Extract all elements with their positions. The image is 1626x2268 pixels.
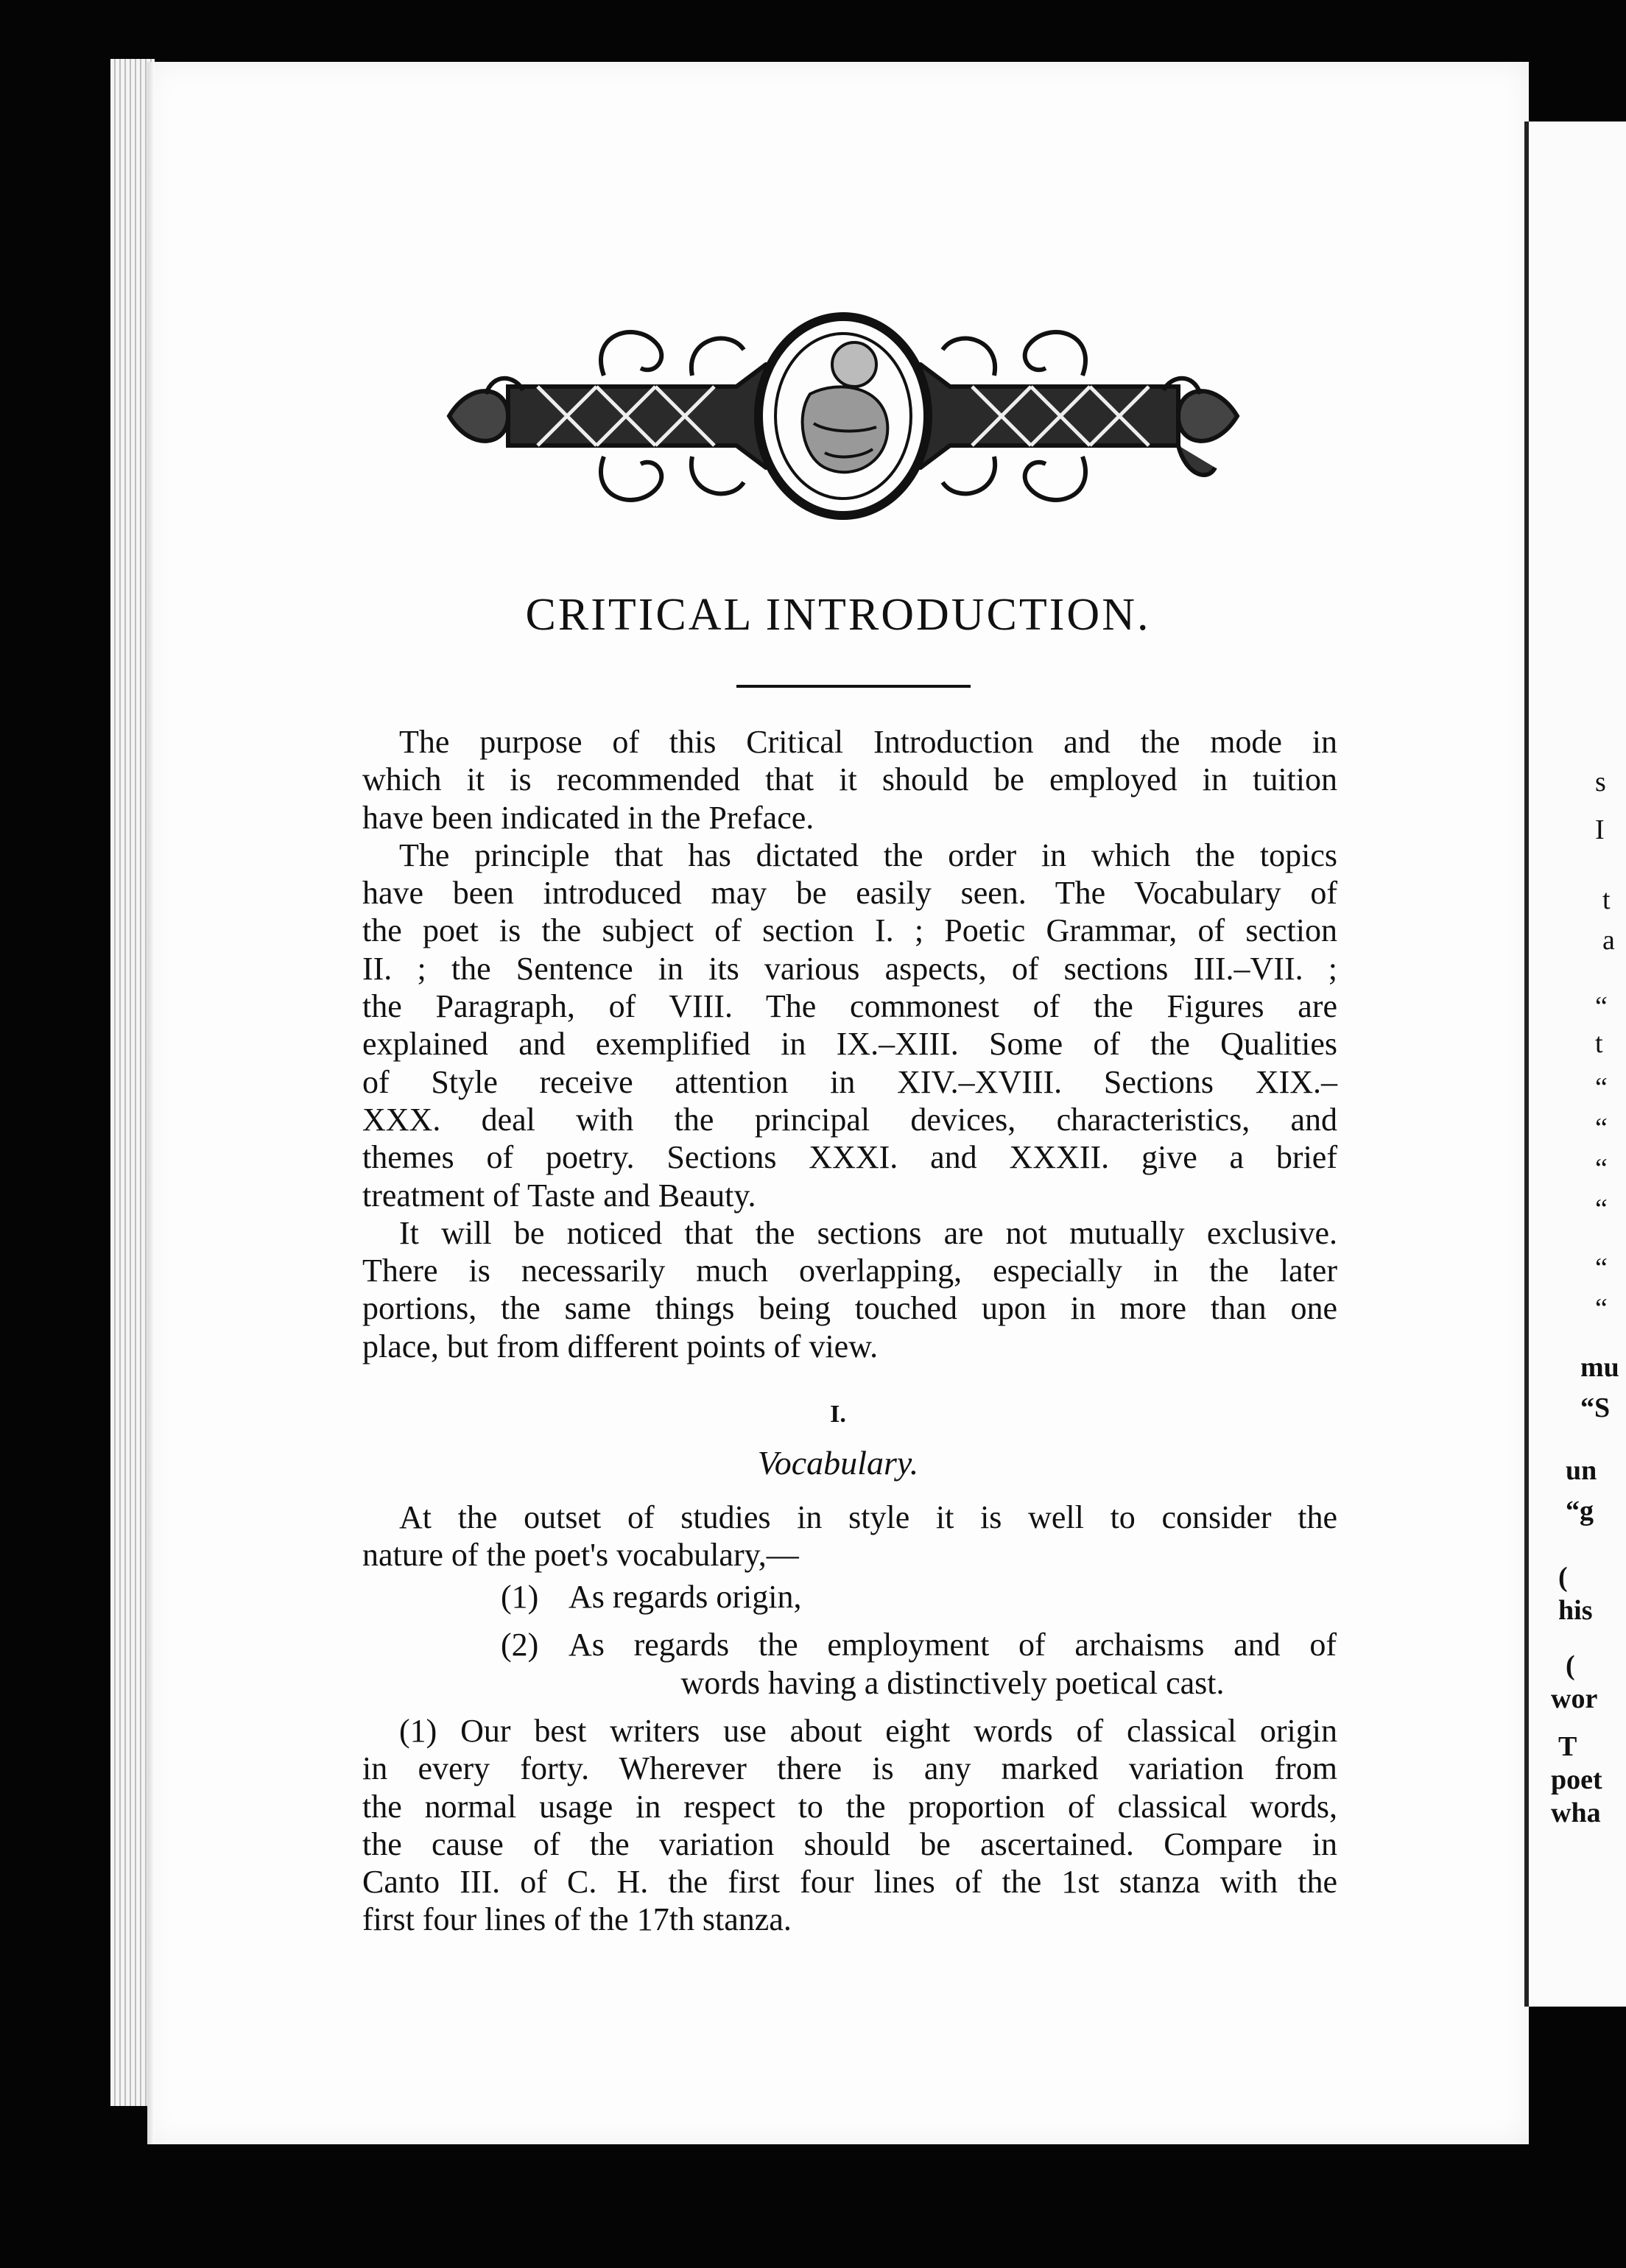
intro-paragraph <box>362 1214 1337 1365</box>
list-item-text: As regards origin, <box>569 1579 802 1615</box>
intro-paragraph <box>362 723 1337 837</box>
text-line: themes of poetry. Sections XXXI. and XXXII. give a brief <box>362 1139 1337 1176</box>
facing-page <box>1524 122 1626 2007</box>
text-line: place, but from different points of view. <box>362 1328 879 1364</box>
text-line: nature of the poet's vocabulary,— <box>362 1537 799 1574</box>
facing-page-fragment: “ <box>1595 1072 1608 1103</box>
facing-page-fragment: poet <box>1551 1764 1602 1795</box>
intro-paragraph <box>362 837 1337 1214</box>
list-item-text: As regards the employment of archaisms and of <box>569 1627 1337 1663</box>
text-line: At the outset of studies in style it is well to consider the <box>399 1499 1337 1535</box>
text-line: the poet is the subject of section I. ; Poetic Grammar, of section <box>362 912 1337 949</box>
ornamental-headpiece-icon <box>442 306 1245 526</box>
text-line: in every forty. Wherever there is any marked variation from <box>362 1750 1337 1787</box>
text-line: have been indicated in the Preface. <box>362 799 814 836</box>
list-item <box>501 1626 1337 1663</box>
text-line: which it is recommended that it should be employed in tuition <box>362 761 1337 798</box>
text-line: the Paragraph, of VIII. The commonest of the Figures are <box>362 988 1337 1025</box>
text-line: (1) Our best writers use about eight words of classical origin <box>399 1713 1337 1749</box>
facing-page-fragment: mu <box>1580 1352 1619 1383</box>
origin-list <box>501 1578 1337 1702</box>
section-number: I. <box>830 1401 846 1428</box>
facing-page-fragment: ( <box>1558 1562 1568 1593</box>
text-line: first four lines of the 17th stanza. <box>362 1901 792 1938</box>
facing-page-fragment: “ <box>1595 991 1608 1022</box>
facing-page-fragment: s <box>1595 767 1606 797</box>
facing-page-fragment: I <box>1595 814 1605 845</box>
facing-page-fragment: T <box>1558 1731 1577 1762</box>
page-gutter-shadow <box>147 62 155 2144</box>
section-intro-paragraph <box>362 1498 1337 1574</box>
text-line: The purpose of this Critical Introduction and the mode in <box>399 724 1337 760</box>
text-line: the normal usage in respect to the proportion of classical words, <box>362 1788 1337 1825</box>
facing-page-fragment: a <box>1602 925 1615 956</box>
facing-page-fragment: wha <box>1551 1797 1601 1828</box>
list-item-number: (2) <box>501 1627 539 1663</box>
facing-page-fragment: “ <box>1595 1113 1608 1144</box>
intro-text <box>362 723 1337 1365</box>
text-line: XXX. deal with the principal devices, characteristics, and <box>362 1101 1337 1138</box>
facing-page-fragment: “g <box>1566 1496 1594 1526</box>
facing-page-fragment: “ <box>1595 1293 1608 1324</box>
text-line: of Style receive attention in XIV.–XVIII. Sections XIX.– <box>362 1063 1337 1100</box>
list-item <box>501 1578 1337 1616</box>
list-item-continuation: words having a distinctively poetical cast. <box>680 1664 1225 1701</box>
facing-page-fragment: “ <box>1595 1253 1608 1283</box>
text-line: There is necessarily much overlapping, especially in the later <box>362 1253 1337 1289</box>
text-line: have been introduced may be easily seen. The Vocabulary of <box>362 875 1337 912</box>
facing-page-fragment: “ <box>1595 1194 1608 1225</box>
text-line: portions, the same things being touched upon in more than one <box>362 1290 1337 1327</box>
origin-paragraph <box>362 1712 1337 1939</box>
text-line: The principle that has dictated the order in which the topics <box>399 837 1337 873</box>
text-line: Canto III. of C. H. the first four lines of the 1st stanza with the <box>362 1864 1337 1901</box>
text-line: the cause of the variation should be ascertained. Compare in <box>362 1825 1337 1862</box>
page-title: CRITICAL INTRODUCTION. <box>525 590 1151 640</box>
text-line: It will be noticed that the sections are not mutually exclusive. <box>399 1214 1337 1251</box>
facing-page-fragment: “S <box>1580 1392 1611 1423</box>
title-rule <box>736 685 971 688</box>
facing-page-fragment: wor <box>1551 1683 1598 1714</box>
facing-page-fragment: un <box>1566 1455 1597 1486</box>
list-item-number: (1) <box>501 1579 539 1615</box>
facing-page-fragment: t <box>1602 884 1611 915</box>
facing-page-fragment: ( <box>1566 1650 1575 1681</box>
facing-page-fragment: t <box>1595 1028 1603 1059</box>
section-title: Vocabulary. <box>757 1444 919 1482</box>
facing-page-fragment: his <box>1558 1595 1593 1626</box>
text-line: explained and exemplified in IX.–XIII. Some of the Qualities <box>362 1026 1337 1063</box>
facing-page-fragment: “ <box>1595 1153 1608 1184</box>
text-line: II. ; the Sentence in its various aspects, of sections III.–VII. ; <box>362 950 1337 987</box>
text-line: treatment of Taste and Beauty. <box>362 1177 756 1214</box>
